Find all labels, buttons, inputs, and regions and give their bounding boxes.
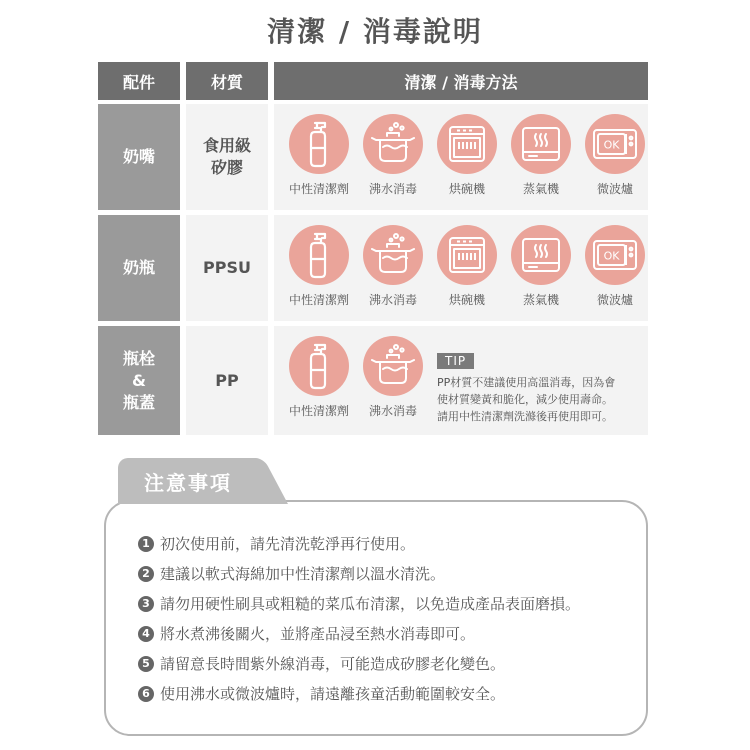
boiling-pot-icon — [363, 336, 423, 396]
microwave-icon — [585, 114, 645, 174]
tip-text — [437, 374, 615, 425]
tip-line: 請用中性清潔劑洗滌後再使用即可。 — [437, 410, 613, 423]
notice-item — [138, 563, 445, 584]
microwave-icon — [585, 225, 645, 285]
row-3-part-line: 瓶蓋 — [122, 392, 155, 412]
row-1-material-line: 矽膠 — [210, 158, 243, 177]
header-part: 配件 — [98, 62, 180, 100]
method-microwave — [576, 108, 654, 198]
method-label: 沸水消毒 — [368, 293, 417, 307]
method-label: 沸水消毒 — [368, 182, 417, 196]
method-label: 中性清潔劑 — [288, 293, 349, 307]
notice-title: 注意事項 — [144, 470, 232, 495]
method-label: 微波爐 — [596, 182, 633, 196]
row-3-part — [98, 326, 180, 435]
method-label: 中性清潔劑 — [288, 182, 349, 196]
row-2-material-line: PPSU — [203, 258, 251, 277]
header-method: 清潔 / 消毒方法 — [274, 62, 648, 100]
notice-item — [138, 683, 505, 704]
method-label: 蒸氣機 — [522, 293, 559, 307]
method-boil — [354, 330, 432, 420]
dishwasher-icon — [437, 114, 497, 174]
row-2-material — [186, 215, 268, 321]
notice-item — [138, 653, 505, 674]
tip-line: 使材質變黃和脆化，減少使用壽命。 — [437, 393, 613, 406]
row-2-part — [98, 215, 180, 321]
microwave-ok-text: OK — [603, 138, 620, 152]
row-3-material — [186, 326, 268, 435]
row-1-material — [186, 104, 268, 210]
row-3-part-line: 瓶栓 — [122, 348, 155, 368]
method-microwave — [576, 219, 654, 309]
steamer-icon — [511, 114, 571, 174]
page-title: 清潔 / 消毒說明 — [267, 15, 483, 48]
row-3-material-line: PP — [215, 370, 239, 390]
steamer-icon — [511, 225, 571, 285]
notice-text: 建議以軟式海綿加中性清潔劑以溫水清洗。 — [160, 565, 446, 583]
boiling-pot-icon — [363, 225, 423, 285]
detergent-bottle-icon — [289, 225, 349, 285]
notice-item — [138, 593, 580, 614]
number-badge: 1 — [138, 536, 154, 552]
method-label: 蒸氣機 — [522, 182, 559, 196]
header-material: 材質 — [186, 62, 268, 100]
row-1-part-line: 奶嘴 — [122, 147, 155, 166]
tip-badge: TIP — [437, 353, 474, 369]
notice-text: 請留意長時間紫外線消毒，可能造成矽膠老化變色。 — [160, 655, 506, 673]
notice-text: 使用沸水或微波爐時，請遠離孩童活動範圍較安全。 — [160, 685, 506, 703]
row-2-part-line: 奶瓶 — [122, 258, 155, 277]
notice-text: 初次使用前，請先清洗乾淨再行使用。 — [160, 535, 416, 553]
microwave-ok-text: OK — [603, 249, 620, 263]
method-label: 沸水消毒 — [368, 404, 417, 418]
detergent-bottle-icon — [289, 336, 349, 396]
boiling-pot-icon — [363, 114, 423, 174]
row-3-part-line: & — [132, 370, 146, 390]
number-badge: 2 — [138, 566, 154, 582]
dishwasher-icon — [437, 225, 497, 285]
notice-item — [138, 533, 415, 554]
notice-text: 將水煮沸後關火，並將產品浸至熱水消毒即可。 — [160, 625, 476, 643]
method-label: 烘碗機 — [448, 293, 485, 307]
tip-line: PP材質不建議使用高溫消毒，因為會 — [437, 376, 616, 389]
row-1-material-line: 食用級 — [202, 136, 251, 155]
notice-text: 請勿用硬性刷具或粗糙的菜瓜布清潔，以免造成產品表面磨損。 — [160, 595, 581, 613]
detergent-bottle-icon — [289, 114, 349, 174]
row-1-part — [98, 104, 180, 210]
method-label: 烘碗機 — [448, 182, 485, 196]
number-badge: 4 — [138, 626, 154, 642]
notice-item — [138, 623, 475, 644]
number-badge: 3 — [138, 596, 154, 612]
method-label: 中性清潔劑 — [288, 404, 349, 418]
number-badge: 5 — [138, 656, 154, 672]
number-badge: 6 — [138, 686, 154, 702]
method-label: 微波爐 — [596, 293, 633, 307]
